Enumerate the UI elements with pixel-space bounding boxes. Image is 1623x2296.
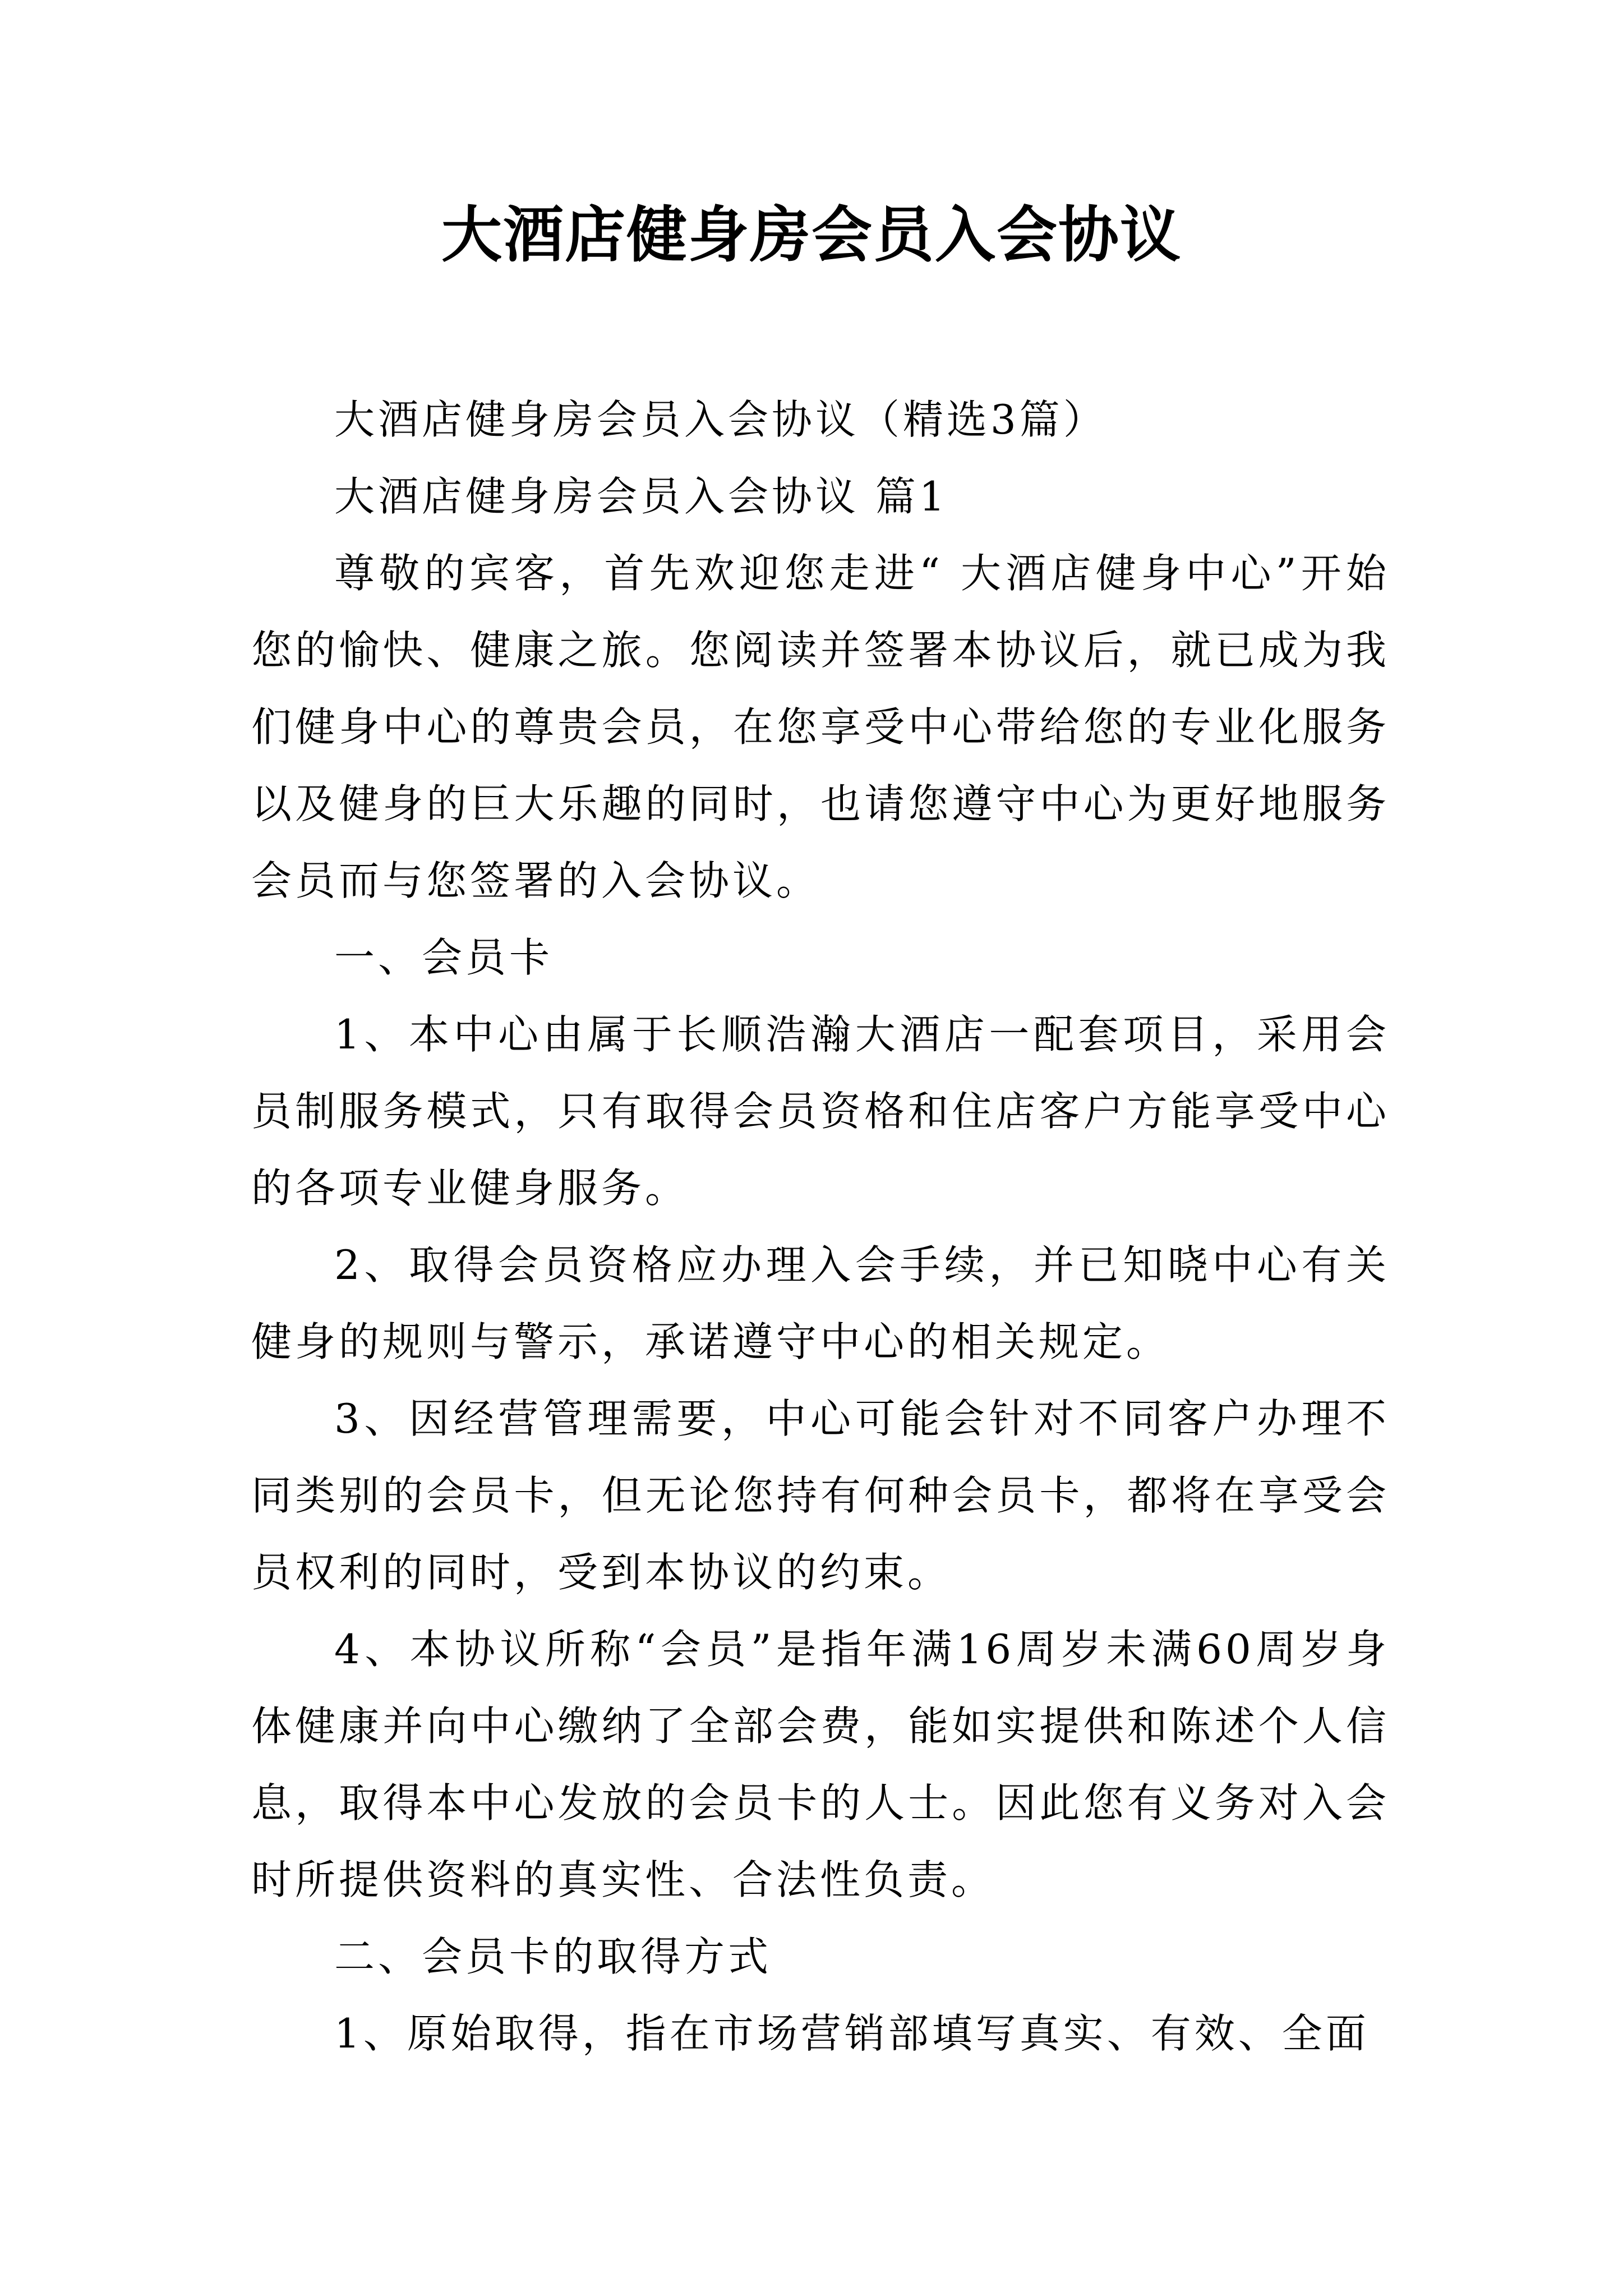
document-body bbox=[251, 381, 1390, 2072]
clause-1-1: 1、本中心由属于长顺浩瀚大酒店一配套项目，采用会员制服务模式，只有取得会员资格和住店客户方能享受中心的各项专业健身服务。 bbox=[251, 1011, 1390, 1212]
subtitle-paragraph: 大酒店健身房会员入会协议（精选3篇） bbox=[334, 396, 1107, 443]
clause-1-3: 3、因经营管理需要，中心可能会针对不同客户办理不同类别的会员卡，但无论您持有何种会员卡，都将在享受会员权利的同时，受到本协议的约束。 bbox=[251, 1395, 1390, 1596]
document-title: 大酒店健身房会员入会协议 bbox=[441, 200, 1182, 270]
clause-1-2: 2、取得会员资格应办理入会手续，并已知晓中心有关健身的规则与警示，承诺遵守中心的相关规定。 bbox=[251, 1241, 1390, 1365]
section-heading-membership-card: 一、会员卡 bbox=[334, 934, 554, 981]
clause-1-4: 4、本协议所称“会员”是指年满16周岁未满60周岁身体健康并向中心缴纳了全部会费，能如实提供和陈述个人信息，取得本中心发放的会员卡的人士。因此您有义务对入会时所提供资料的真实性、合法性负责。 bbox=[251, 1626, 1390, 1903]
section-heading-part-1: 大酒店健身房会员入会协议 篇1 bbox=[334, 473, 948, 520]
intro-paragraph: 尊敬的宾客，首先欢迎您走进“ 大酒店健身中心”开始您的愉快、健康之旅。您阅读并签署本协议后，就已成为我们健身中心的尊贵会员，在您享受中心带给您的专业化服务以及健身的巨大乐趣的同时，也请您遵守中心为更好地服务会员而与您签署的入会协议。 bbox=[251, 550, 1390, 904]
clause-2-1: 1、原始取得，指在市场营销部填写真实、有效、全面 bbox=[334, 2010, 1370, 2057]
section-heading-card-acquisition: 二、会员卡的取得方式 bbox=[334, 1933, 772, 1980]
